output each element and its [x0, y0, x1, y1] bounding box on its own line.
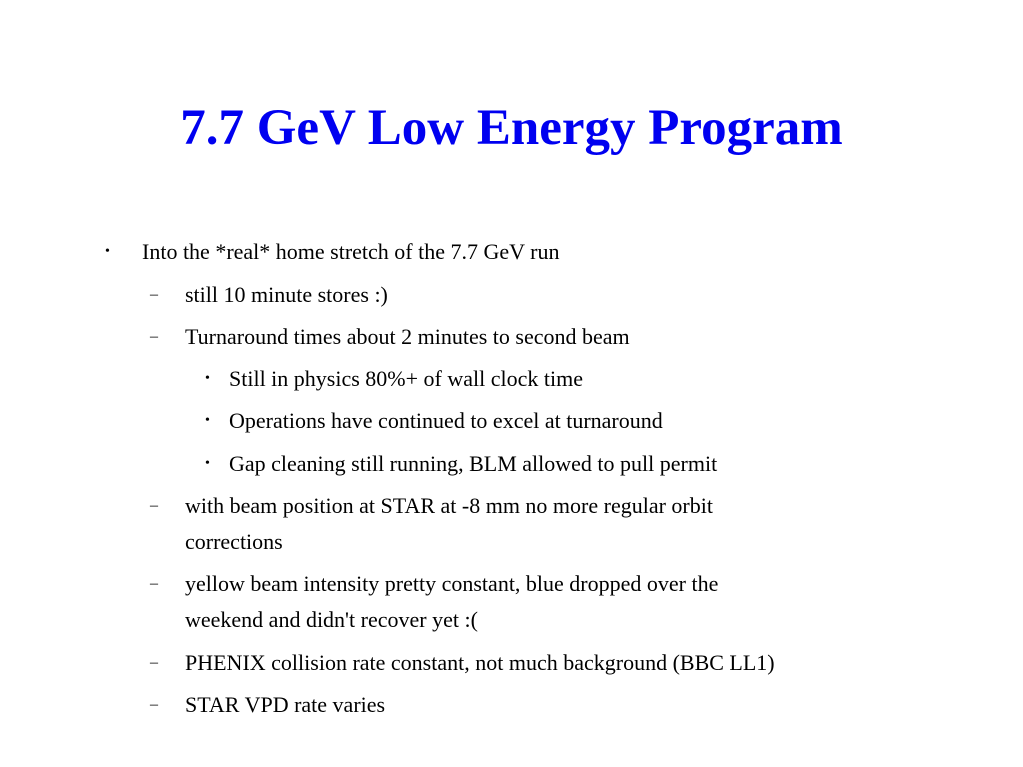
bullet-dot-icon: •	[205, 413, 210, 428]
bullet-text: Still in physics 80%+ of wall clock time	[229, 366, 583, 391]
dash-icon: –	[150, 328, 158, 345]
bullet-item	[205, 446, 1005, 482]
bullet-item	[150, 566, 1000, 638]
bullet-item	[150, 645, 1000, 681]
bullet-text: PHENIX collision rate constant, not much background (BBC LL1)	[185, 650, 775, 675]
dash-icon: –	[150, 575, 158, 592]
bullet-item	[205, 361, 1005, 397]
bullet-item	[205, 403, 1005, 439]
bullet-item	[150, 488, 1000, 560]
dash-icon: –	[150, 696, 158, 713]
bullet-text: Operations have continued to excel at turnaround	[229, 408, 663, 433]
bullet-text-line-1: with beam position at STAR at -8 mm no more regular orbit	[185, 493, 713, 518]
bullet-text: Turnaround times about 2 minutes to second beam	[185, 324, 630, 349]
bullet-item	[150, 319, 1000, 355]
dash-icon: –	[150, 497, 158, 514]
bullet-text: still 10 minute stores :)	[185, 282, 388, 307]
bullet-item	[105, 234, 1005, 270]
dash-icon: –	[150, 654, 158, 671]
bullet-item	[150, 687, 1000, 723]
bullet-text-line-2: corrections	[185, 529, 283, 554]
dash-icon: –	[150, 286, 158, 303]
bullet-text: Into the *real* home stretch of the 7.7 GeV run	[142, 239, 560, 264]
bullet-item	[150, 277, 1000, 313]
bullet-text-line-1: yellow beam intensity pretty constant, blue dropped over the	[185, 571, 719, 596]
bullet-dot-icon: •	[105, 244, 110, 259]
bullet-dot-icon: •	[205, 456, 210, 471]
slide-title: 7.7 GeV Low Energy Program	[180, 100, 843, 156]
bullet-dot-icon: •	[205, 371, 210, 386]
bullet-text: STAR VPD rate varies	[185, 692, 386, 717]
bullet-text-line-2: weekend and didn't recover yet :(	[185, 607, 478, 632]
bullet-text: Gap cleaning still running, BLM allowed to pull permit	[229, 451, 718, 476]
